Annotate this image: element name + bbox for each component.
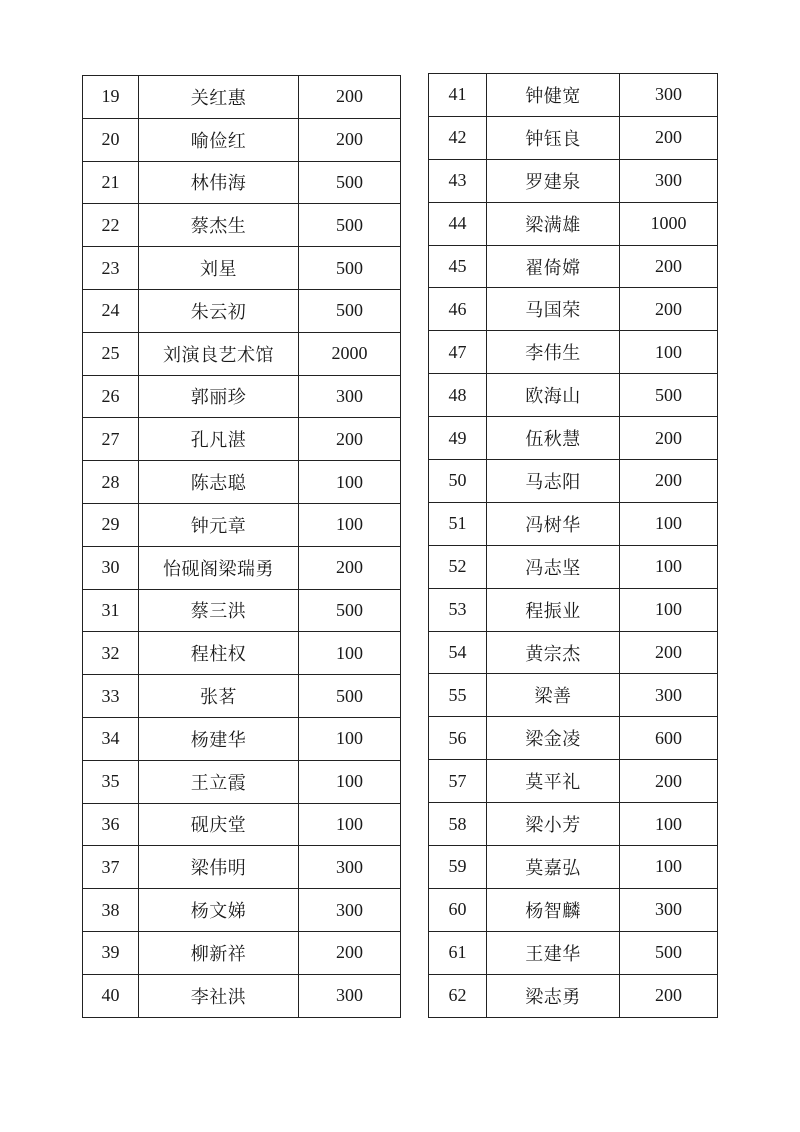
donation-amount: 200 xyxy=(620,760,718,803)
row-number: 41 xyxy=(429,74,487,117)
donation-amount: 200 xyxy=(620,288,718,331)
donor-name: 梁善 xyxy=(487,674,620,717)
donor-name: 马国荣 xyxy=(487,288,620,331)
donor-name: 郭丽珍 xyxy=(139,375,299,418)
table-row xyxy=(429,888,718,931)
table-row xyxy=(429,846,718,889)
row-number: 57 xyxy=(429,760,487,803)
donor-name: 翟倚嫦 xyxy=(487,245,620,288)
table-row xyxy=(83,247,401,290)
row-number: 32 xyxy=(83,632,139,675)
donation-amount: 500 xyxy=(299,589,401,632)
row-number: 42 xyxy=(429,116,487,159)
table-row xyxy=(429,202,718,245)
donation-amount: 100 xyxy=(620,331,718,374)
donation-amount: 200 xyxy=(620,460,718,503)
row-number: 30 xyxy=(83,546,139,589)
donor-table-left xyxy=(82,75,401,1018)
donor-name: 罗建泉 xyxy=(487,159,620,202)
row-number: 52 xyxy=(429,545,487,588)
row-number: 61 xyxy=(429,931,487,974)
donor-table-left-body xyxy=(83,76,401,1018)
donor-name: 杨建华 xyxy=(139,717,299,760)
table-row xyxy=(429,116,718,159)
table-row xyxy=(83,118,401,161)
row-number: 34 xyxy=(83,717,139,760)
donor-name: 梁满雄 xyxy=(487,202,620,245)
donor-name: 王立霞 xyxy=(139,760,299,803)
donor-name: 孔凡湛 xyxy=(139,418,299,461)
donation-amount: 300 xyxy=(620,674,718,717)
donation-amount: 200 xyxy=(620,974,718,1017)
table-row xyxy=(429,803,718,846)
row-number: 59 xyxy=(429,846,487,889)
table-row xyxy=(83,204,401,247)
donor-table-right-body xyxy=(429,74,718,1018)
donation-amount: 500 xyxy=(620,374,718,417)
donation-amount: 500 xyxy=(299,204,401,247)
donor-table-right xyxy=(428,73,718,1018)
row-number: 26 xyxy=(83,375,139,418)
donation-amount: 100 xyxy=(620,502,718,545)
donation-amount: 100 xyxy=(299,760,401,803)
row-number: 25 xyxy=(83,332,139,375)
table-row xyxy=(83,546,401,589)
row-number: 29 xyxy=(83,503,139,546)
row-number: 24 xyxy=(83,289,139,332)
table-row xyxy=(429,545,718,588)
donor-name: 程振业 xyxy=(487,588,620,631)
row-number: 47 xyxy=(429,331,487,374)
donation-amount: 500 xyxy=(299,289,401,332)
row-number: 54 xyxy=(429,631,487,674)
donation-amount: 300 xyxy=(620,74,718,117)
table-row xyxy=(429,931,718,974)
donor-name: 梁小芳 xyxy=(487,803,620,846)
donor-name: 朱云初 xyxy=(139,289,299,332)
row-number: 49 xyxy=(429,417,487,460)
row-number: 45 xyxy=(429,245,487,288)
donor-name: 王建华 xyxy=(487,931,620,974)
donor-name: 蔡杰生 xyxy=(139,204,299,247)
donation-amount: 300 xyxy=(299,846,401,889)
donor-name: 钟健宽 xyxy=(487,74,620,117)
table-row xyxy=(83,461,401,504)
row-number: 23 xyxy=(83,247,139,290)
donation-amount: 2000 xyxy=(299,332,401,375)
table-row xyxy=(429,74,718,117)
donor-name: 伍秋慧 xyxy=(487,417,620,460)
row-number: 62 xyxy=(429,974,487,1017)
row-number: 46 xyxy=(429,288,487,331)
table-row xyxy=(83,760,401,803)
donation-amount: 100 xyxy=(299,717,401,760)
table-row xyxy=(429,974,718,1017)
donation-amount: 500 xyxy=(299,161,401,204)
row-number: 39 xyxy=(83,931,139,974)
row-number: 20 xyxy=(83,118,139,161)
row-number: 27 xyxy=(83,418,139,461)
donation-amount: 500 xyxy=(299,675,401,718)
row-number: 21 xyxy=(83,161,139,204)
row-number: 36 xyxy=(83,803,139,846)
donor-name: 喻俭红 xyxy=(139,118,299,161)
table-row xyxy=(83,289,401,332)
row-number: 38 xyxy=(83,889,139,932)
row-number: 58 xyxy=(429,803,487,846)
donation-amount: 500 xyxy=(620,931,718,974)
donation-amount: 300 xyxy=(299,889,401,932)
table-row xyxy=(83,503,401,546)
donation-amount: 100 xyxy=(299,461,401,504)
table-row xyxy=(429,331,718,374)
donation-amount: 300 xyxy=(299,974,401,1017)
table-row xyxy=(429,760,718,803)
table-row xyxy=(83,974,401,1017)
donor-name: 柳新祥 xyxy=(139,931,299,974)
row-number: 53 xyxy=(429,588,487,631)
table-row xyxy=(429,374,718,417)
donation-amount: 200 xyxy=(620,631,718,674)
donor-name: 刘演良艺术馆 xyxy=(139,332,299,375)
table-row xyxy=(83,632,401,675)
donation-amount: 200 xyxy=(620,116,718,159)
table-row xyxy=(83,589,401,632)
row-number: 28 xyxy=(83,461,139,504)
row-number: 51 xyxy=(429,502,487,545)
donor-name: 杨文娣 xyxy=(139,889,299,932)
table-row xyxy=(429,588,718,631)
row-number: 40 xyxy=(83,974,139,1017)
donation-amount: 200 xyxy=(299,76,401,119)
row-number: 31 xyxy=(83,589,139,632)
donor-name: 刘星 xyxy=(139,247,299,290)
table-row xyxy=(83,332,401,375)
donation-amount: 100 xyxy=(620,803,718,846)
donation-amount: 100 xyxy=(620,846,718,889)
table-row xyxy=(429,460,718,503)
donor-name: 陈志聪 xyxy=(139,461,299,504)
donor-name: 莫平礼 xyxy=(487,760,620,803)
donor-name: 冯树华 xyxy=(487,502,620,545)
donor-name: 砚庆堂 xyxy=(139,803,299,846)
row-number: 35 xyxy=(83,760,139,803)
donor-name: 梁金凌 xyxy=(487,717,620,760)
donation-amount: 200 xyxy=(299,931,401,974)
donation-amount: 200 xyxy=(620,245,718,288)
row-number: 56 xyxy=(429,717,487,760)
table-row xyxy=(429,717,718,760)
donor-name: 冯志坚 xyxy=(487,545,620,588)
donation-amount: 100 xyxy=(620,588,718,631)
table-row xyxy=(429,245,718,288)
table-row xyxy=(83,889,401,932)
donation-amount: 100 xyxy=(620,545,718,588)
row-number: 33 xyxy=(83,675,139,718)
table-row xyxy=(429,502,718,545)
donation-amount: 300 xyxy=(299,375,401,418)
row-number: 22 xyxy=(83,204,139,247)
table-row xyxy=(83,76,401,119)
table-row xyxy=(83,675,401,718)
table-row xyxy=(83,931,401,974)
donor-name: 李伟生 xyxy=(487,331,620,374)
row-number: 60 xyxy=(429,888,487,931)
table-row xyxy=(429,288,718,331)
donor-name: 张茗 xyxy=(139,675,299,718)
table-row xyxy=(429,159,718,202)
row-number: 19 xyxy=(83,76,139,119)
table-row xyxy=(429,417,718,460)
donor-name: 李社洪 xyxy=(139,974,299,1017)
donor-name: 马志阳 xyxy=(487,460,620,503)
donor-name: 钟钰良 xyxy=(487,116,620,159)
donor-name: 杨智麟 xyxy=(487,888,620,931)
donor-name: 林伟海 xyxy=(139,161,299,204)
donor-name: 蔡三洪 xyxy=(139,589,299,632)
donation-amount: 100 xyxy=(299,503,401,546)
donation-amount: 1000 xyxy=(620,202,718,245)
table-row xyxy=(83,717,401,760)
donation-amount: 500 xyxy=(299,247,401,290)
table-row xyxy=(83,161,401,204)
donation-amount: 300 xyxy=(620,888,718,931)
donation-amount: 600 xyxy=(620,717,718,760)
table-row xyxy=(83,803,401,846)
donation-amount: 200 xyxy=(620,417,718,460)
table-row xyxy=(83,418,401,461)
row-number: 48 xyxy=(429,374,487,417)
donation-amount: 200 xyxy=(299,418,401,461)
donation-amount: 300 xyxy=(620,159,718,202)
donation-amount: 200 xyxy=(299,118,401,161)
donor-name: 欧海山 xyxy=(487,374,620,417)
donor-name: 关红惠 xyxy=(139,76,299,119)
table-row xyxy=(83,375,401,418)
donor-name: 梁志勇 xyxy=(487,974,620,1017)
donation-amount: 100 xyxy=(299,803,401,846)
donation-amount: 100 xyxy=(299,632,401,675)
donor-name: 梁伟明 xyxy=(139,846,299,889)
donor-name: 莫嘉弘 xyxy=(487,846,620,889)
row-number: 50 xyxy=(429,460,487,503)
donor-name: 黄宗杰 xyxy=(487,631,620,674)
row-number: 55 xyxy=(429,674,487,717)
table-row xyxy=(429,631,718,674)
table-row xyxy=(429,674,718,717)
row-number: 37 xyxy=(83,846,139,889)
donation-amount: 200 xyxy=(299,546,401,589)
table-row xyxy=(83,846,401,889)
donor-name: 怡砚阁梁瑞勇 xyxy=(139,546,299,589)
donor-name: 程柱权 xyxy=(139,632,299,675)
row-number: 43 xyxy=(429,159,487,202)
donor-name: 钟元章 xyxy=(139,503,299,546)
row-number: 44 xyxy=(429,202,487,245)
